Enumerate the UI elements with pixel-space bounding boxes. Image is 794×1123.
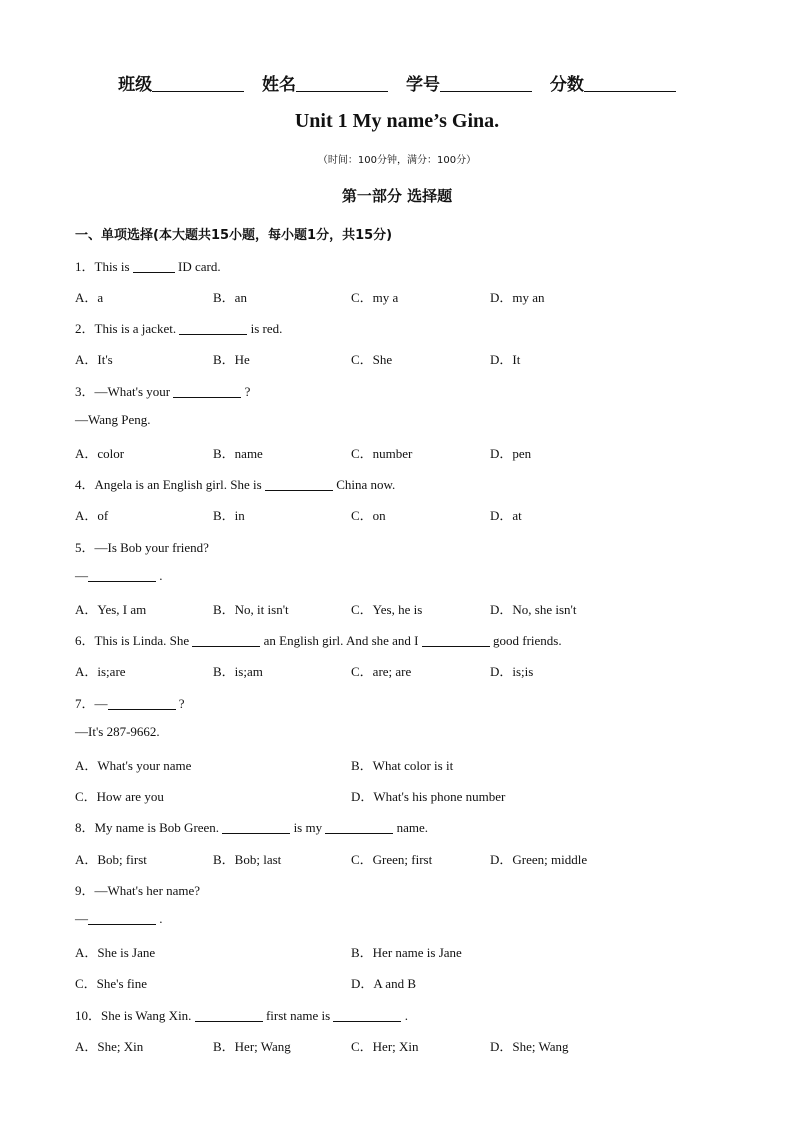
q9-option-c[interactable]: C．She's fine [75, 976, 148, 991]
name-field [262, 70, 388, 95]
question-6: 6．This is Linda. She an English girl. And she and I good friends. [75, 633, 562, 648]
answer-blank[interactable] [88, 569, 156, 582]
part-title: 第一部分 选择题 [341, 187, 453, 205]
question-9: 9．—What's her name? [75, 883, 201, 898]
answer-blank[interactable] [195, 1009, 263, 1022]
q9-option-b[interactable]: B．Her name is Jane [351, 945, 462, 960]
answer-blank[interactable] [108, 697, 176, 710]
q3-option-d[interactable]: D．pen [490, 446, 532, 461]
question-7: 7．— ? [75, 696, 185, 711]
answer-blank[interactable] [222, 821, 290, 834]
class-label: 班级 [118, 75, 153, 95]
q8-option-b[interactable]: B．Bob; last [213, 852, 282, 867]
q2-option-c[interactable]: C．She [351, 352, 393, 367]
q4-option-d[interactable]: D．at [490, 508, 522, 523]
q3-option-b[interactable]: B．name [213, 446, 263, 461]
question-5: 5．—Is Bob your friend? [75, 540, 209, 555]
answer-blank[interactable] [192, 634, 260, 647]
q2-option-b[interactable]: B．He [213, 352, 250, 367]
answer-blank[interactable] [173, 385, 241, 398]
q6-option-d[interactable]: D．is;is [490, 664, 534, 679]
answer-blank[interactable] [333, 1009, 401, 1022]
class-field [118, 70, 244, 95]
student-info-row [0, 70, 794, 95]
question-5-reply: — . [75, 568, 163, 583]
q5-option-a[interactable]: A．Yes, I am [75, 602, 147, 617]
q10-option-c[interactable]: C．Her; Xin [351, 1039, 419, 1054]
time-score-note: （时间：100分钟，满分：100分） [317, 155, 477, 166]
question-4: 4．Angela is an English girl. She is China now. [75, 477, 396, 492]
question-3: 3．—What's your ? [75, 384, 251, 399]
question-1: 1．This is ID card. [75, 259, 221, 274]
q2-option-d[interactable]: D．It [490, 352, 521, 367]
q8-option-c[interactable]: C．Green; first [351, 852, 433, 867]
q6-option-a[interactable]: A．is;are [75, 664, 126, 679]
id-field [406, 70, 532, 95]
section-title: 一、单项选择(本大题共15小题，每小题1分，共15分) [75, 228, 393, 243]
answer-blank[interactable] [265, 478, 333, 491]
q7-option-c[interactable]: C．How are you [75, 789, 164, 804]
question-10: 10．She is Wang Xin. first name is . [75, 1008, 408, 1023]
question-9-reply: — . [75, 911, 163, 926]
q3-option-a[interactable]: A．color [75, 446, 125, 461]
q1-option-d[interactable]: D．my an [490, 290, 545, 305]
q5-option-c[interactable]: C．Yes, he is [351, 602, 423, 617]
q4-option-a[interactable]: A．of [75, 508, 109, 523]
q7-option-d[interactable]: D．What's his phone number [351, 789, 506, 804]
page-title: Unit 1 My name’s Gina. [294, 110, 500, 132]
q9-option-a[interactable]: A．She is Jane [75, 945, 156, 960]
q3-option-c[interactable]: C．number [351, 446, 413, 461]
answer-blank[interactable] [88, 912, 156, 925]
q10-option-a[interactable]: A．She; Xin [75, 1039, 144, 1054]
q2-option-a[interactable]: A．It's [75, 352, 113, 367]
answer-blank[interactable] [325, 821, 393, 834]
question-8: 8．My name is Bob Green. is my name. [75, 820, 429, 835]
question-7-reply: —It's 287-9662. [75, 724, 160, 739]
name-label: 姓名 [262, 75, 297, 95]
id-label: 学号 [405, 75, 440, 95]
q4-option-b[interactable]: B．in [213, 508, 245, 523]
class-blank[interactable] [152, 75, 244, 92]
score-blank[interactable] [584, 75, 676, 92]
q6-option-c[interactable]: C．are; are [351, 664, 412, 679]
q7-option-a[interactable]: A．What's your name [75, 758, 192, 773]
q5-option-b[interactable]: B．No, it isn't [213, 602, 289, 617]
answer-blank[interactable] [179, 322, 247, 335]
score-label: 分数 [549, 75, 584, 95]
q1-option-c[interactable]: C．my a [351, 290, 399, 305]
q4-option-c[interactable]: C．on [351, 508, 386, 523]
q1-option-a[interactable]: A．a [75, 290, 104, 305]
q10-option-d[interactable]: D．She; Wang [490, 1039, 569, 1054]
q1-option-b[interactable]: B．an [213, 290, 247, 305]
answer-blank[interactable] [133, 260, 175, 273]
answer-blank[interactable] [422, 634, 490, 647]
q8-option-d[interactable]: D．Green; middle [490, 852, 588, 867]
q9-option-d[interactable]: D．A and B [351, 976, 417, 991]
q8-option-a[interactable]: A．Bob; first [75, 852, 147, 867]
q10-option-b[interactable]: B．Her; Wang [213, 1039, 291, 1054]
name-blank[interactable] [296, 75, 388, 92]
q7-option-b[interactable]: B．What color is it [351, 758, 454, 773]
q5-option-d[interactable]: D．No, she isn't [490, 602, 577, 617]
question-3-reply: —Wang Peng. [75, 412, 151, 427]
score-field [550, 70, 676, 95]
id-blank[interactable] [440, 75, 532, 92]
question-2: 2．This is a jacket. is red. [75, 321, 283, 336]
q6-option-b[interactable]: B．is;am [213, 664, 263, 679]
